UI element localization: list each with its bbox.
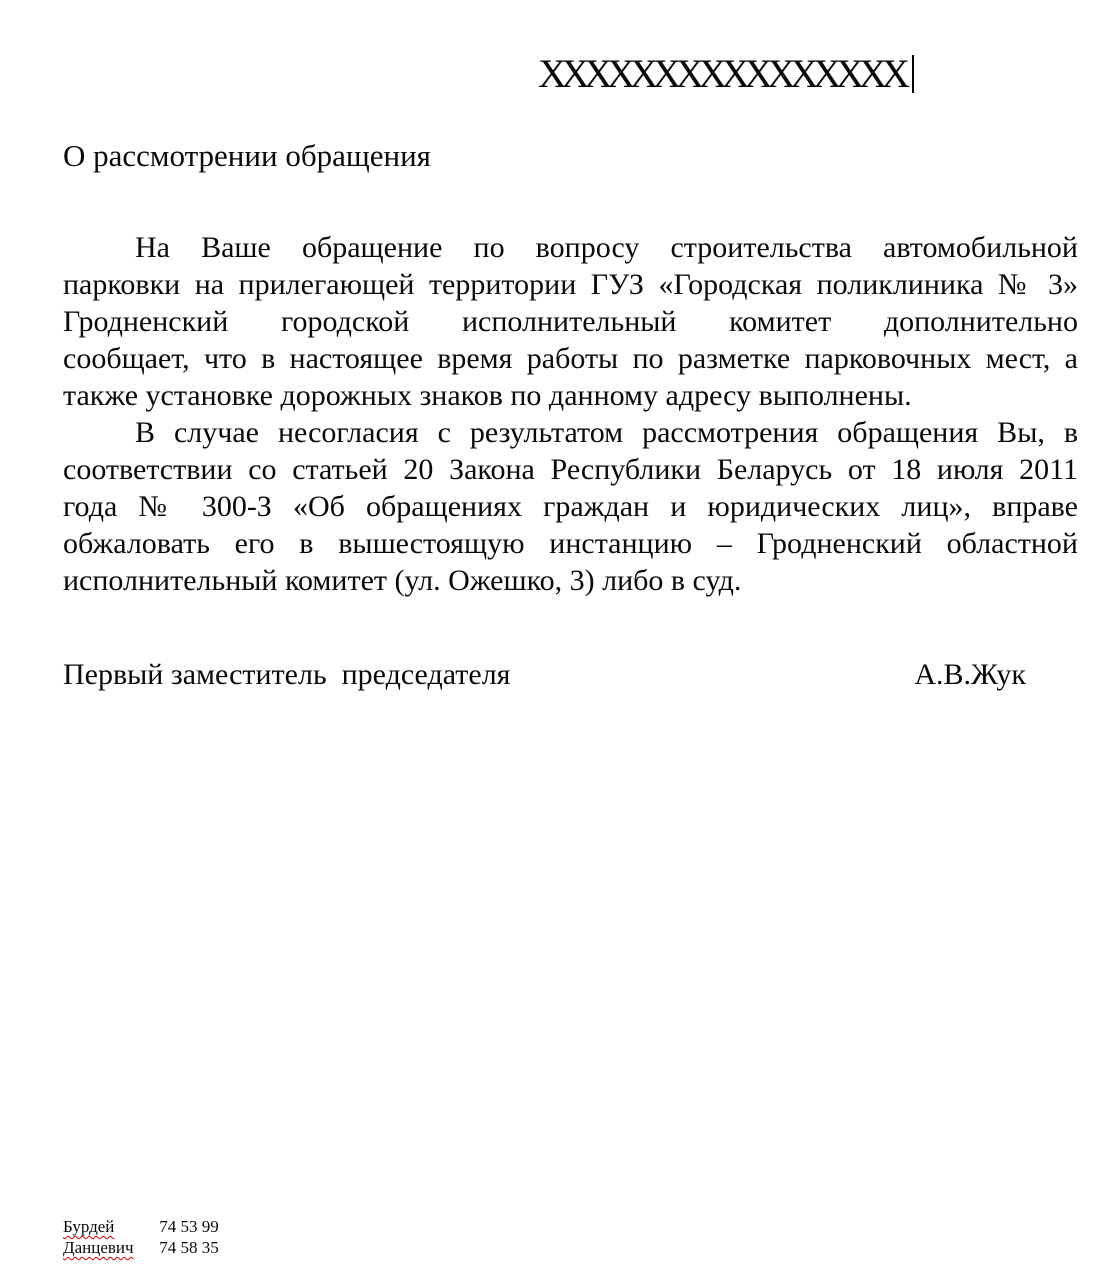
paragraph-line: также установке дорожных знаков по данному адресу выполнены. — [63, 379, 912, 412]
masked-addressee-line — [538, 50, 914, 98]
subject-line: О рассмотрении обращения — [63, 138, 431, 173]
paragraph-line: парковки на прилегающей территории ГУЗ «Городская поликлиника № 3» — [63, 268, 1078, 301]
paragraph-line: В случае несогласия с результатом рассмотрения обращения Вы, в — [135, 416, 1078, 449]
executor-phone: 74 53 99 — [159, 1217, 219, 1236]
executors-footer — [63, 1216, 219, 1258]
signature-name: А.В.Жук — [914, 658, 1026, 691]
paragraph-line: обжаловать его в вышестоящую инстанцию – Гродненский областной — [63, 527, 1078, 560]
paragraph-line: На Ваше обращение по вопросу строительства автомобильной — [135, 231, 1078, 264]
executor-row — [63, 1216, 219, 1237]
executor-phone: 74 58 35 — [159, 1238, 219, 1257]
paragraph-line: Гродненский городской исполнительный комитет дополнительно — [63, 305, 1078, 338]
letter-body — [63, 229, 1078, 599]
executor-name: Данцевич — [63, 1238, 134, 1257]
paragraph-1 — [63, 229, 1078, 414]
executor-name: Бурдей — [63, 1217, 115, 1236]
executor-row — [63, 1237, 219, 1258]
masked-addressee-text: ХХХХХХХХХХХХХХХХ — [538, 51, 905, 96]
paragraph-line: соответствии со статьей 20 Закона Республики Беларусь от 18 июля 2011 — [63, 453, 1078, 486]
paragraph-line: сообщает, что в настоящее время работы по разметке парковочных мест, а — [63, 342, 1078, 375]
text-cursor — [912, 55, 914, 93]
signature-row — [63, 656, 1078, 693]
paragraph-line: года № 300-З «Об обращениях граждан и юридических лиц», вправе — [63, 490, 1078, 523]
paragraph-line: исполнительный комитет (ул. Ожешко, 3) либо в суд. — [63, 564, 742, 597]
paragraph-2 — [63, 414, 1078, 599]
signature-title: Первый заместитель председателя — [63, 658, 511, 691]
